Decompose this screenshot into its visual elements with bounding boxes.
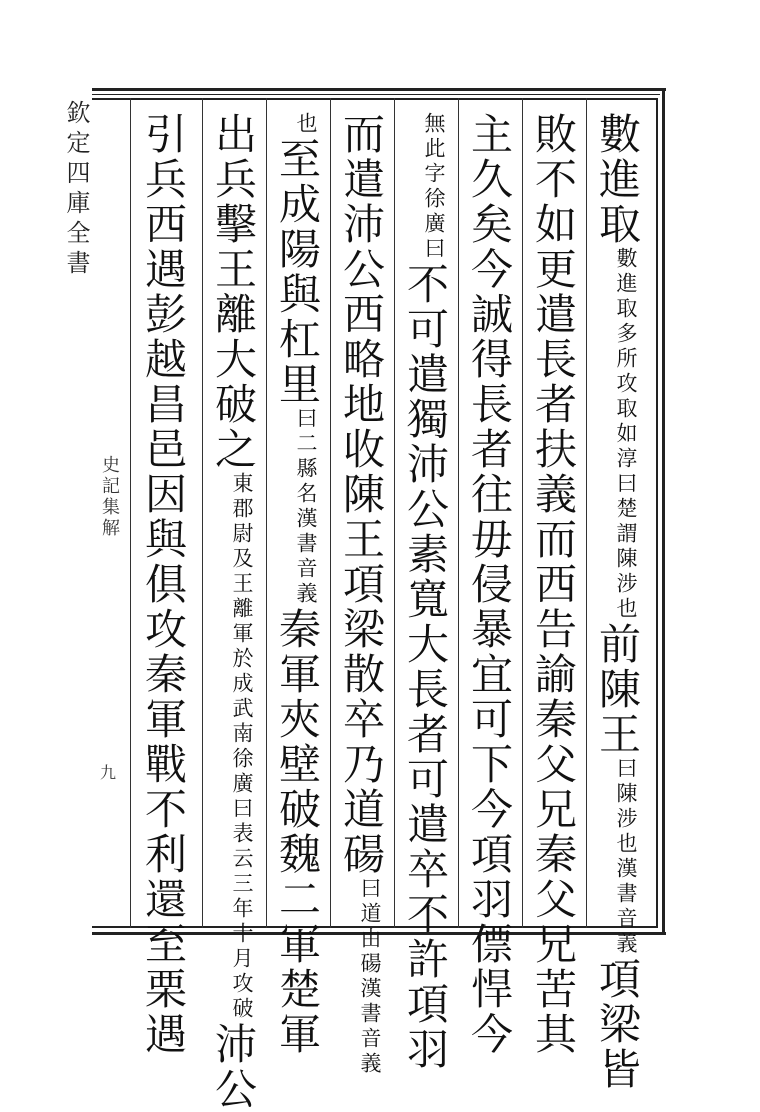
text-column-3: [465, 112, 514, 1057]
annotation: [358, 877, 382, 1077]
main-text: 而遣沛公西略地收陳王項梁散卒乃道碭: [337, 112, 386, 877]
annotation-line: 漢書音義: [614, 857, 638, 957]
edge-title: 欽定四庫全書: [62, 100, 90, 280]
main-text: 沛公: [209, 1022, 258, 1112]
text-column-8: [139, 112, 188, 1057]
text-column-2: [529, 112, 578, 1057]
column-rule: [586, 98, 587, 928]
main-text: 前陳王: [593, 622, 642, 757]
outer-right-rule: [662, 88, 665, 935]
book-title: 史記集解: [99, 455, 120, 539]
column-rule: [522, 98, 523, 928]
annotation-line: 數進取多所攻取: [614, 247, 638, 422]
main-text: 主久矣今誠得長者往毋侵暴宜可下今項羽僄悍今: [465, 112, 514, 1057]
column-rule: [394, 98, 395, 928]
annotation: [614, 247, 638, 622]
column-rule: [330, 98, 331, 928]
annotation-line: 如淳曰楚謂陳涉也: [614, 422, 638, 622]
annotation: [294, 407, 318, 607]
text-column-4: [401, 112, 450, 1072]
column-rule: [130, 98, 131, 928]
main-text: 出兵擊王離大破之: [209, 112, 258, 472]
annotation-line: 曰陳涉也: [614, 757, 638, 857]
main-text: 項梁皆: [593, 957, 642, 1092]
main-text: 秦軍夾壁破魏二軍楚軍: [273, 607, 322, 1057]
outer-top-rule: [92, 88, 666, 91]
annotation-line: 徐廣曰表云三年十月攻破: [230, 747, 254, 1022]
annotation-line: 也: [294, 112, 318, 137]
annotation-line: 無此字: [422, 112, 446, 187]
column-rule: [266, 98, 267, 928]
main-text: 敗不如更遣長者扶義而西告諭秦父兄秦父兄苦其: [529, 112, 578, 1057]
text-column-7: [209, 112, 258, 1112]
column-rule: [202, 98, 203, 928]
main-text: 數進取: [593, 112, 642, 247]
annotation-line: 徐廣曰: [422, 187, 446, 262]
annotation-line: 漢書音義: [294, 507, 318, 607]
annotation: [294, 112, 318, 137]
annotation: [422, 112, 446, 262]
main-text: 至成陽與杠里: [273, 137, 322, 407]
inner-top-rule: [92, 94, 660, 95]
text-column-1: [593, 112, 642, 1092]
column-rule: [458, 98, 459, 928]
annotation-line: 曰道由碭: [358, 877, 382, 977]
main-text: 不可遣獨沛公素寬大長者可遣卒不許項羽: [401, 262, 450, 1072]
main-text: 引兵西遇彭越昌邑因與俱攻秦軍戰不利還至栗遇: [139, 112, 188, 1057]
annotation-line: 漢書音義: [358, 977, 382, 1077]
page-number: 九: [100, 763, 117, 782]
annotation: [614, 757, 638, 957]
text-column-6: [273, 112, 322, 1057]
annotation-line: 曰二縣名: [294, 407, 318, 507]
text-column-5: [337, 112, 386, 1077]
annotation-line: 東郡尉及王離軍於成武南: [230, 472, 254, 747]
annotation: [230, 472, 254, 1022]
